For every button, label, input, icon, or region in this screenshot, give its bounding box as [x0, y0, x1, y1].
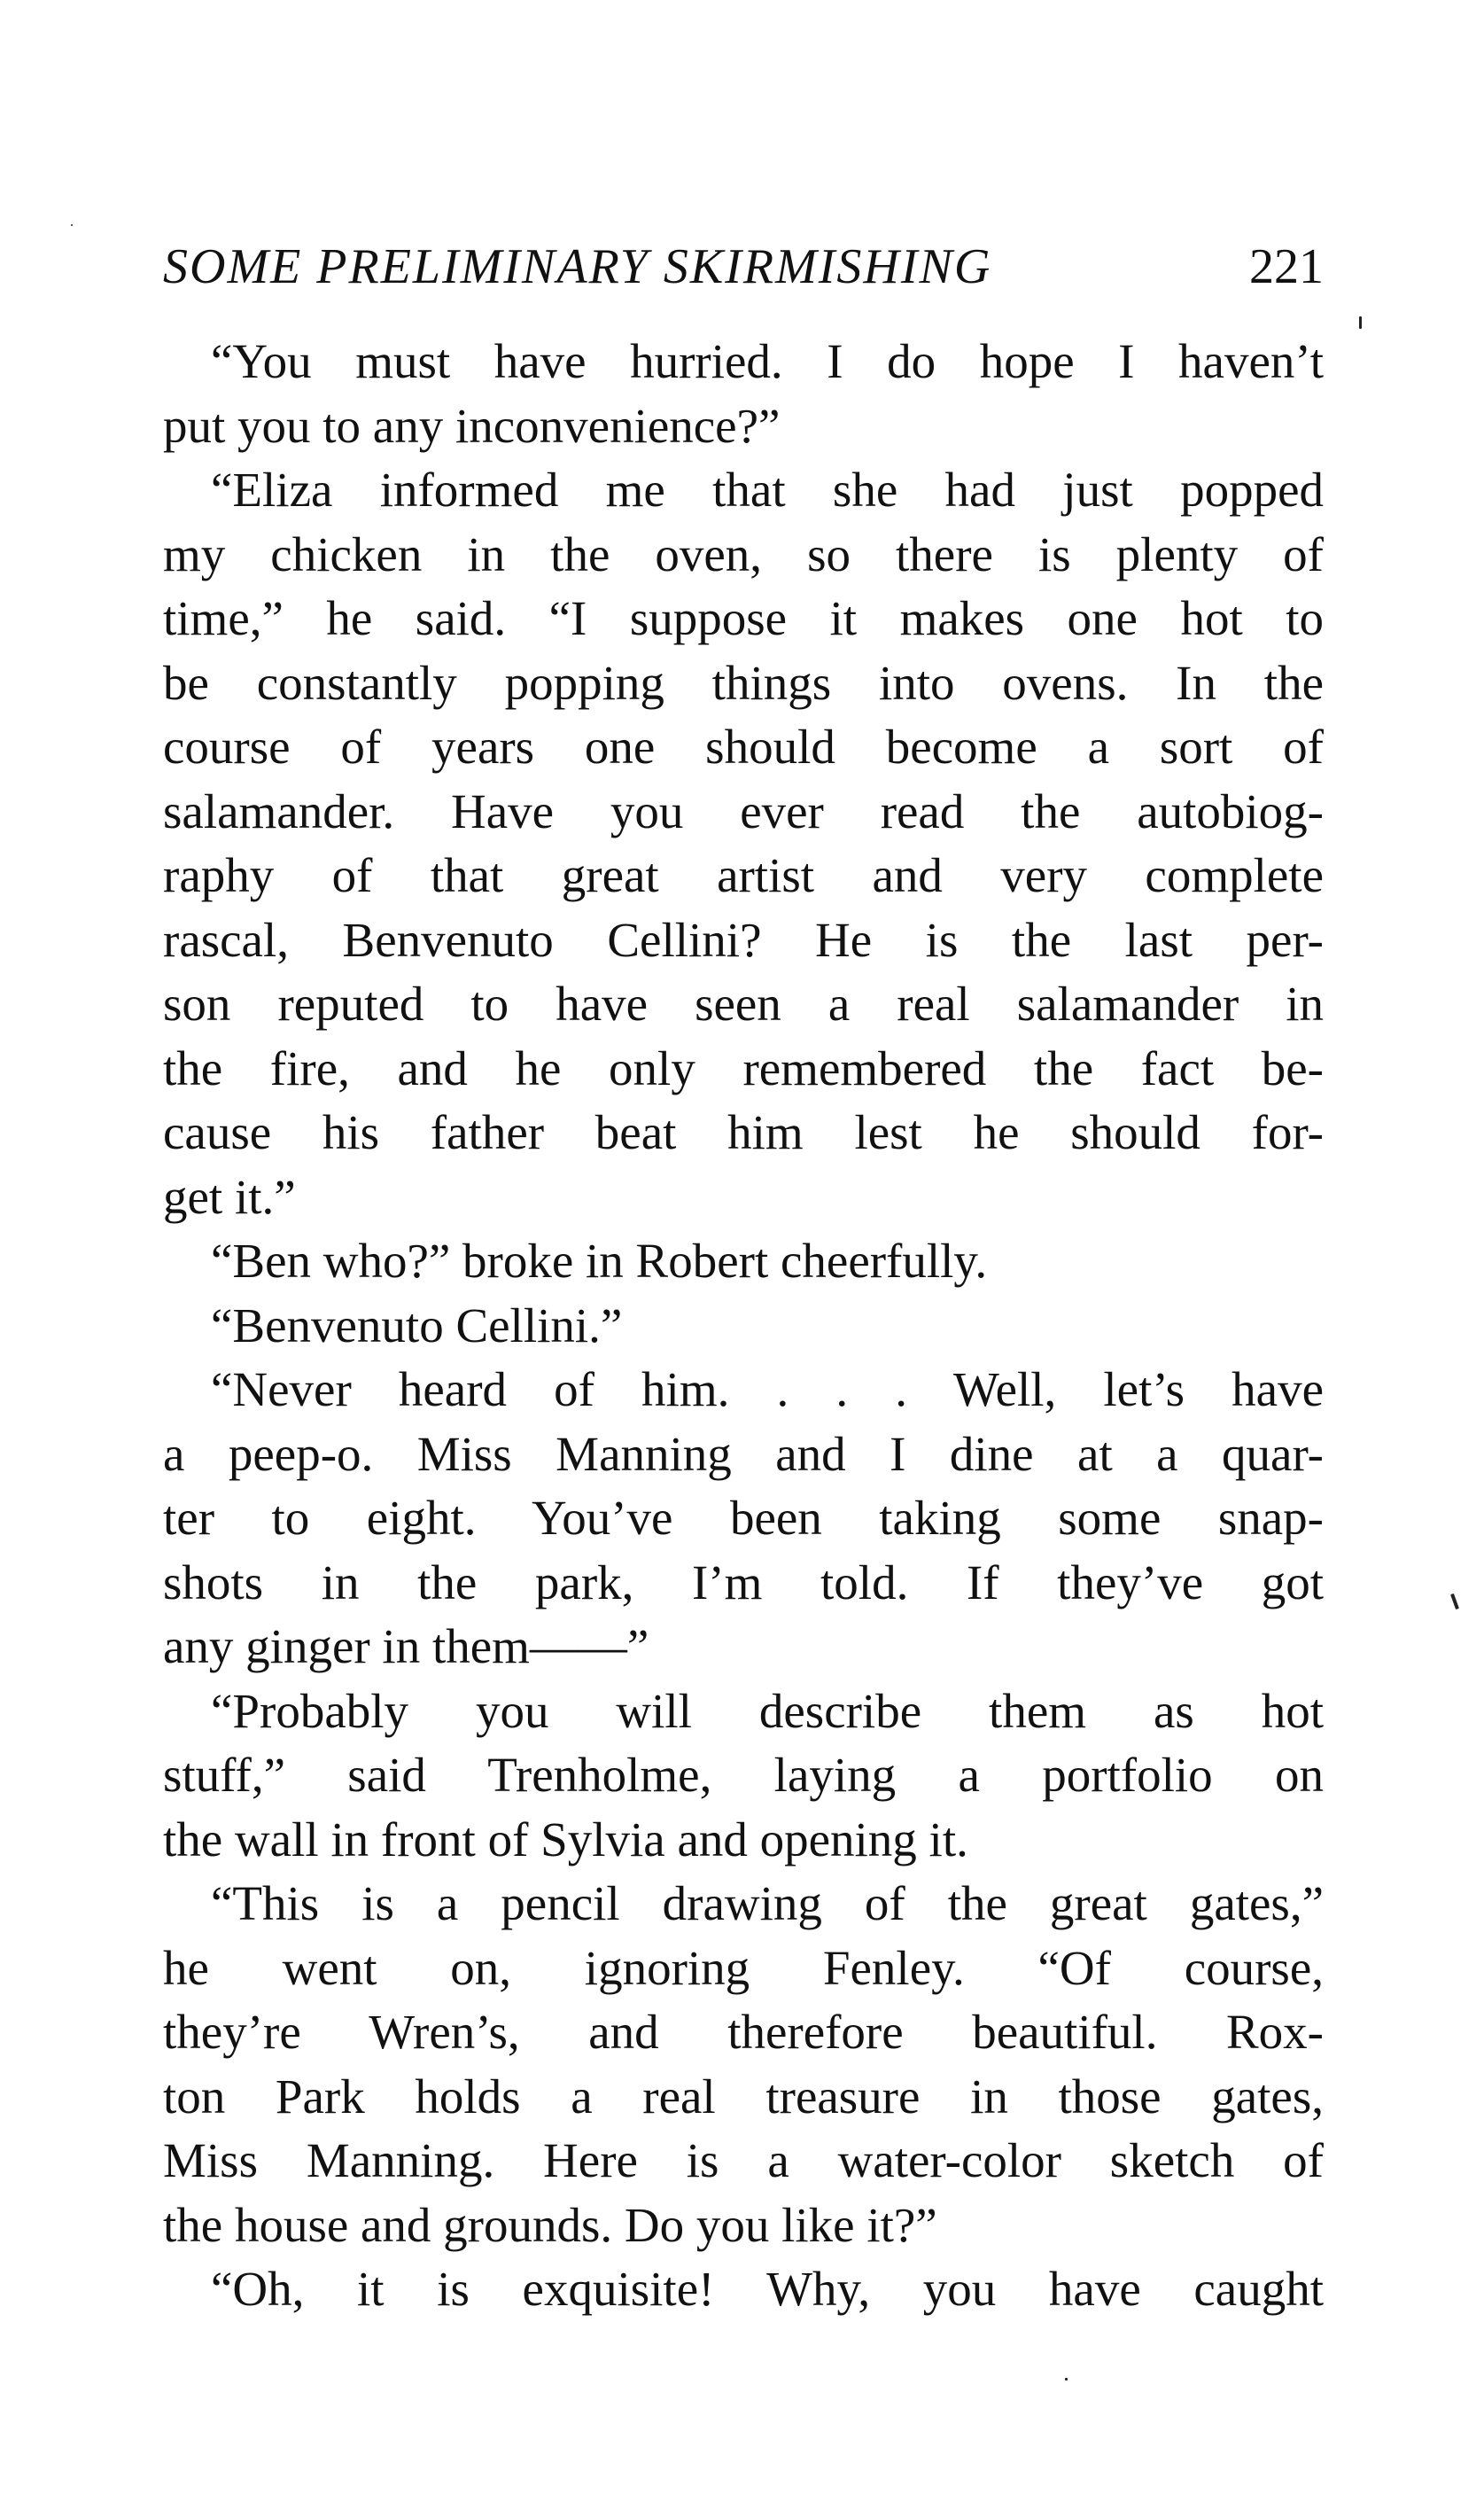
text-line: ter to eight. You’ve been taking some snap- [163, 1491, 1324, 1545]
text-line: son reputed to have seen a real salamander in [163, 977, 1324, 1031]
body-text [163, 330, 1324, 2322]
text-line: the house and grounds. Do you like it?” [163, 2197, 937, 2252]
text-line: “Never heard of him. . . . Well, let’s have [211, 1362, 1324, 1416]
text-line: time,” he said. “I suppose it makes one hot to [163, 591, 1324, 645]
text-line: rascal, Benvenuto Cellini? He is the last per- [163, 912, 1324, 967]
text-line: my chicken in the oven, so there is plenty of [163, 526, 1324, 581]
scan-speck [1065, 2378, 1068, 2381]
text-line: “Eliza informed me that she had just popped [211, 463, 1324, 517]
running-head [163, 232, 1324, 301]
text-line: be constantly popping things into ovens. In the [163, 655, 1324, 710]
text-line: the fire, and he only remembered the fact be- [163, 1040, 1324, 1095]
text-line: “You must have hurried. I do hope I haven’t [211, 334, 1324, 388]
text-line: shots in the park, I’m told. If they’ve got [163, 1555, 1324, 1609]
scan-speck [71, 224, 73, 226]
page-number: 221 [1249, 239, 1324, 294]
text-line: “Ben who?” broke in Robert cheerfully. [211, 1234, 988, 1288]
text-line: Miss Manning. Here is a water-color sketch of [163, 2133, 1324, 2187]
text-line: cause his father beat him lest he should for- [163, 1105, 1324, 1159]
text-line: the wall in front of Sylvia and opening it. [163, 1812, 968, 1866]
text-line: “Oh, it is exquisite! Why, you have caught [211, 2262, 1324, 2316]
scan-speck [1450, 1594, 1459, 1609]
text-line: put you to any inconvenience?” [163, 398, 781, 453]
text-line: “Probably you will describe them as hot [211, 1683, 1324, 1738]
text-line: ton Park holds a real treasure in those gates, [163, 2069, 1324, 2123]
text-line: “Benvenuto Cellini.” [211, 1297, 623, 1352]
text-line: salamander. Have you ever read the autobiog- [163, 783, 1324, 838]
text-line: he went on, ignoring Fenley. “Of course, [163, 1940, 1324, 1995]
text-line: any ginger in them——” [163, 1619, 649, 1673]
running-title: SOME PRELIMINARY SKIRMISHING [163, 239, 992, 294]
text-line: “This is a pencil drawing of the great gates,” [211, 1876, 1324, 1930]
text-line: stuff,” said Trenholme, laying a portfolio on [163, 1748, 1324, 1802]
text-line: course of years one should become a sort of [163, 720, 1324, 774]
text-line: get it.” [163, 1169, 296, 1224]
text-line: they’re Wren’s, and therefore beautiful. Rox- [163, 2005, 1324, 2059]
scan-speck [1359, 316, 1362, 329]
text-line: a peep-o. Miss Manning and I dine at a quar- [163, 1426, 1324, 1481]
text-line: raphy of that great artist and very complete [163, 848, 1324, 902]
